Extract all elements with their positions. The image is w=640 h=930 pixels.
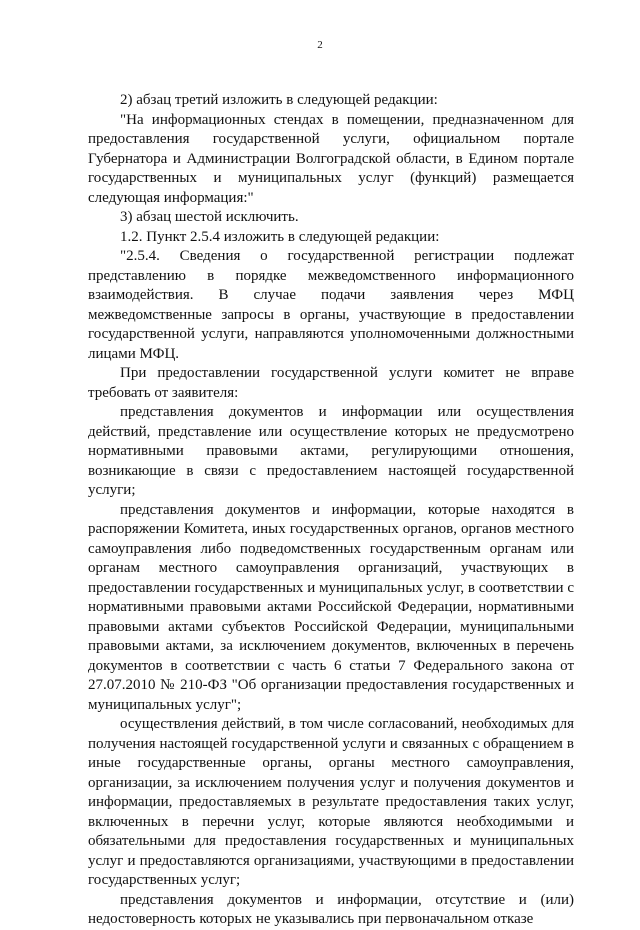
paragraph-prohibition-intro: При предоставлении государственной услуги комитет не вправе требовать от заявителя:: [88, 365, 574, 401]
document-body: [88, 91, 574, 930]
paragraph-clause-2-5-4: "2.5.4. Сведения о государственной регистрации подлежат представлению в порядке межведомственного информационного взаимодействия. В случае подачи заявления через МФЦ межведомственные запросы в органы, участвующие в предоставлении государственной услуги, направляются уполномоченными должностными лицами МФЦ.: [88, 248, 574, 362]
paragraph-prohibition-4: представления документов и информации, отсутствие и (или) недостоверность которых не указывались при первоначальном отказе: [88, 891, 574, 927]
page-number: 2: [317, 39, 323, 51]
paragraph-clause-1-2: 1.2. Пункт 2.5.4 изложить в следующей редакции:: [120, 228, 440, 245]
paragraph-prohibition-3: осуществления действий, в том числе согласований, необходимых для получения настоящей государственной услуги и связанных с обращением в иные государственные органы, органы местного самоуправления, организации, за исключением получения услуг и получения документов и информации, предоставляемых в результате предоставления таких услуг, включенных в перечни услуг, которые являются необходимыми и обязательными для предоставления государственных и муниципальных услуг и предоставляются организациями, участвующими в предоставлении государственных услуг;: [88, 716, 574, 888]
paragraph-prohibition-2: представления документов и информации, которые находятся в распоряжении Комитета, иных государственных органов, органов местного самоуправления либо подведомственных государственным органам или органам местного самоуправления организаций, участвующих в предоставлении государственных и муниципальных услуг, в соответствии с нормативными правовыми актами Российской Федерации, нормативными правовыми актами субъектов Российской Федерации, муниципальными правовыми актами, за исключением документов, включенных в перечень документов в соответствии с часть 6 статьи 7 Федерального закона от 27.07.2010 № 210-ФЗ "Об организации предоставления государственных и муниципальных услуг";: [88, 501, 574, 713]
paragraph-prohibition-1: представления документов и информации или осуществления действий, представление или осуществление которых не предусмотрено нормативными правовыми актами, регулирующими отношения, возникающие в связи с предоставлением настоящей государственной услуги;: [88, 404, 574, 498]
paragraph-announcement-text: "На информационных стендах в помещении, предназначенном для предоставления государственной услуги, официальном портале Губернатора и Администрации Волгоградской области, в Едином портале государственных и муниципальных услуг (функций) размещается следующая информация:": [88, 111, 574, 206]
paragraph-item-2: 2) абзац третий изложить в следующей редакции:: [120, 92, 438, 108]
paragraph-item-3: 3) абзац шестой исключить.: [120, 209, 299, 225]
